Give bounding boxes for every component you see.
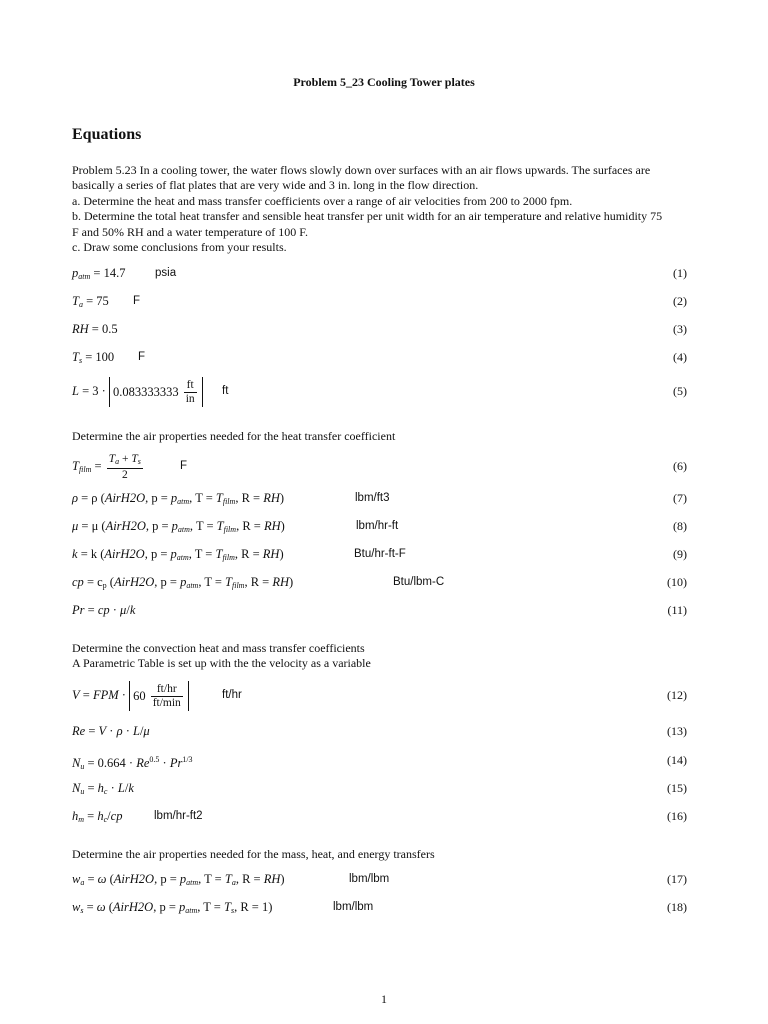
equation-number: (3) (673, 322, 687, 336)
unit-label: F (180, 460, 188, 472)
ta-value: 75 (96, 294, 109, 308)
unit-label: ft/hr (222, 689, 242, 701)
intro-line: F and 50% RH and a water temperature of 100 F. (72, 224, 308, 239)
equation-5: L = 3 · 0.083333333 $\frac{ft}{in}$ ft (5) (72, 374, 687, 408)
unit-label: psia (155, 267, 177, 279)
equation-number: (4) (673, 350, 687, 364)
equation-number: (14) (667, 753, 687, 767)
equation-number: (13) (667, 724, 687, 738)
problem-statement (72, 163, 688, 255)
equation-number: (15) (667, 781, 687, 795)
equation-11: Pr = cp · μ/k (11) (72, 600, 687, 620)
equation-8: μ = μ (AirH2O, $p = p_{atm}$, $T = T_{film}$, R = RH) lbm/hr-ft (8) (72, 516, 687, 536)
equation-number: (1) (673, 266, 687, 280)
equation-17: $w_a = \omega$ (AirH2O, $p = p_{atm}$, $T = T_a$, R = RH) lbm/lbm (17) (72, 869, 687, 889)
equation-10: cp = $c_p$ (AirH2O, $p = p_{atm}$, $T = T_{film}$, R = RH) Btu/lbm-C (10) (72, 572, 687, 592)
intro-line: basically a series of flat plates that are very wide and 3 in. long in the flow direction. (72, 178, 479, 193)
equation-7: ρ = ρ (AirH2O, $p = p_{atm}$, $T = T_{film}$, R = RH) lbm/ft3 (7) (72, 488, 687, 508)
unit-label: lbm/lbm (333, 901, 374, 913)
equation-15: $N_u = h_c \cdot L/k$ (15) (72, 778, 687, 798)
equation-number: (11) (667, 603, 687, 617)
conversion-factor: 0.083333333 $\frac{ft}{in}$ (109, 377, 203, 407)
equation-13: Re = V · ρ · L/μ (13) (72, 721, 687, 741)
unit-label: Btu/hr-ft-F (354, 548, 406, 560)
equation-number: (17) (667, 872, 687, 886)
equation-number: (10) (667, 575, 687, 589)
description-text: Determine the air properties needed for the heat transfer coefficient (72, 429, 396, 443)
unit-label: lbm/lbm (349, 873, 390, 885)
unit-label: ft (222, 385, 229, 397)
equation-9: k = k (AirH2O, $p = p_{atm}$, $T = T_{film}$, R = RH) Btu/hr-ft-F (9) (72, 544, 687, 564)
equation-number: (9) (673, 547, 687, 561)
patm-value: 14.7 (103, 266, 126, 280)
equation-number: (2) (673, 294, 687, 308)
conversion-factor: 60 $\frac{ft/hr}{ft/\min}$ (129, 681, 189, 711)
equation-number: (6) (673, 459, 687, 473)
equation-3: RH = 0.5 (3) (72, 319, 687, 339)
equation-1: $p_{atm} = 14.7$ psia (1) (72, 263, 687, 283)
equation-number: (8) (673, 519, 687, 533)
equation-2: $T_a = 75$ F (2) (72, 291, 687, 311)
equation-4: $T_s = 100$ F (4) (72, 347, 687, 367)
intro-line: c. Draw some conclusions from your results. (72, 240, 287, 255)
unit-label: lbm/hr-ft (356, 520, 399, 532)
equation-12: V = FPM · 60 $\frac{ft/hr}{ft/\min}$ ft/hr (12) (72, 678, 687, 712)
section-heading: Equations (72, 126, 142, 143)
equation-6: $T_{film}$ = $\frac{T_a + T_s}{2}$ F (6) (72, 449, 687, 483)
equation-14: $N_u = 0.664 \cdot Re^{0.5} \cdot Pr^{1/3}$ (14) (72, 750, 687, 770)
unit-label: lbm/ft3 (355, 492, 390, 504)
description-text: Determine the convection heat and mass transfer coefficients (72, 641, 365, 655)
unit-label: F (133, 295, 141, 307)
unit-label: F (138, 351, 146, 363)
intro-line: Problem 5.23 In a cooling tower, the water flows slowly down over surfaces with an air flows upwards. The surfaces are (72, 163, 651, 177)
ts-value: 100 (95, 350, 115, 364)
intro-line: b. Determine the total heat transfer and sensible heat transfer per unit width for an air temperature and relative humidity 75 (72, 209, 663, 224)
description-text: A Parametric Table is set up with the the velocity as a variable (72, 656, 371, 670)
equation-number: (16) (667, 809, 687, 823)
rh-value: 0.5 (101, 322, 118, 336)
equation-number: (12) (667, 688, 687, 702)
equation-number: (5) (673, 384, 687, 398)
page-title: Problem 5_23 Cooling Tower plates (293, 75, 475, 89)
unit-label: lbm/hr-ft2 (154, 810, 203, 822)
equation-18: $w_s = \omega$ (AirH2O, $p = p_{atm}$, $T = T_s$, R = 1) lbm/lbm (18) (72, 897, 687, 917)
equation-number: (18) (667, 900, 687, 914)
equation-16: $h_m = h_c/cp$ lbm/hr-ft2 (16) (72, 806, 687, 826)
equation-number: (7) (673, 491, 687, 505)
page-number: 1 (381, 992, 387, 1006)
description-text: Determine the air properties needed for the mass, heat, and energy transfers (72, 847, 435, 861)
unit-label: Btu/lbm-C (393, 576, 445, 588)
intro-line: a. Determine the heat and mass transfer coefficients over a range of air velocities from 200 to 2000 fpm. (72, 193, 573, 208)
